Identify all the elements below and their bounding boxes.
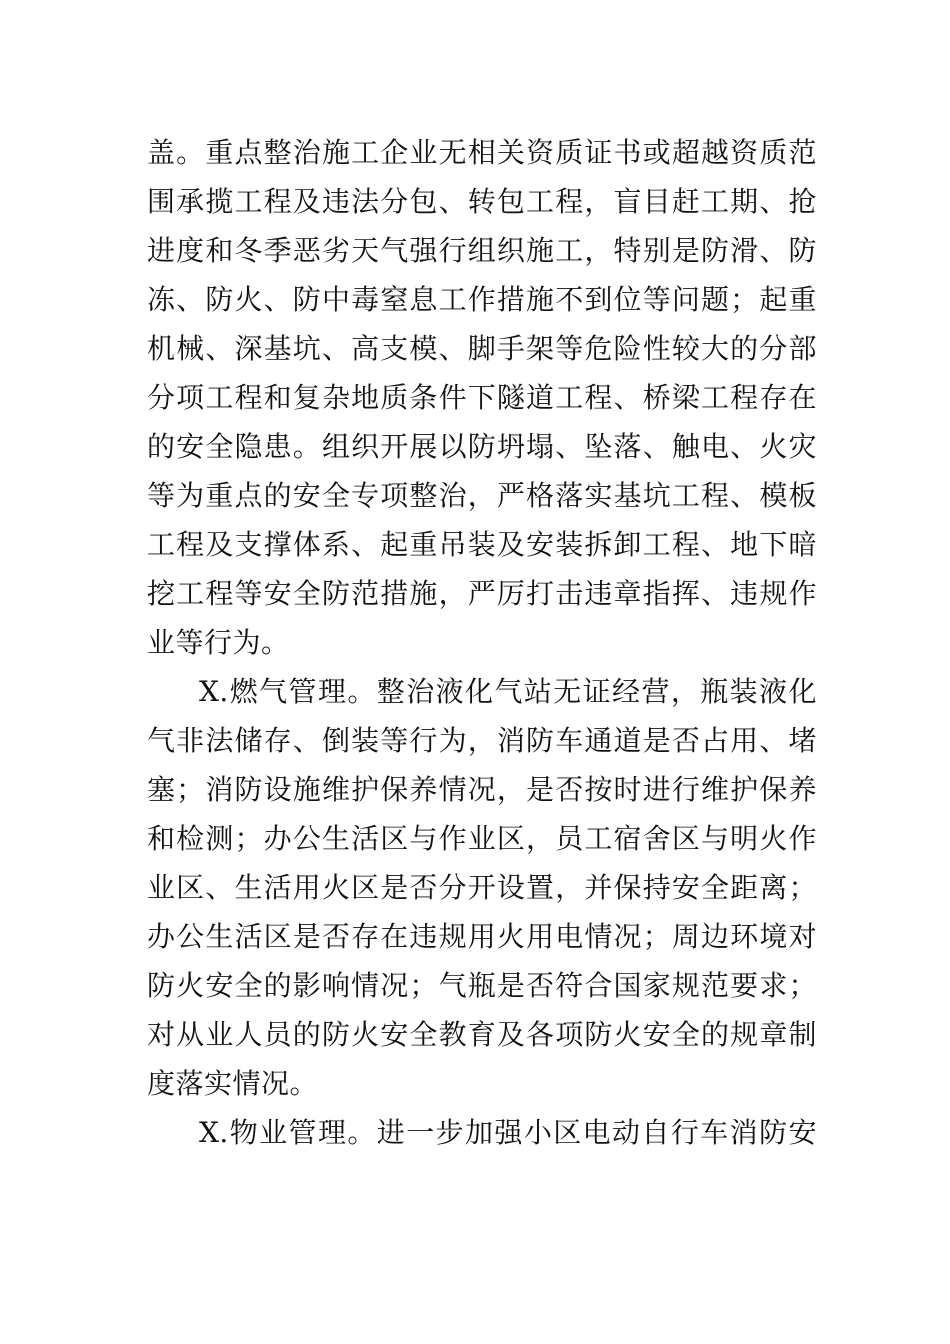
- text-line: 分项工程和复杂地质条件下隧道工程、桥梁工程存在: [147, 381, 817, 414]
- text-line: 业区、生活用火区是否分开设置，并保持安全距离；: [147, 871, 817, 904]
- text-line: 冻、防火、防中毒窒息工作措施不到位等问题；起重: [147, 283, 817, 316]
- text-line: 进度和冬季恶劣天气强行组织施工，特别是防滑、防: [147, 234, 817, 267]
- text-line: 围承揽工程及违法分包、转包工程，盲目赶工期、抢: [147, 185, 817, 218]
- text-line: 盖。重点整治施工企业无相关资质证书或超越资质范: [147, 136, 817, 169]
- text-line: 等为重点的安全专项整治，严格落实基坑工程、模板: [147, 479, 817, 512]
- text-line: 度落实情况。: [147, 1067, 319, 1100]
- text-line: 塞；消防设施维护保养情况，是否按时进行维护保养: [147, 773, 817, 806]
- text-line: 和检测；办公生活区与作业区，员工宿舍区与明火作: [147, 822, 817, 855]
- text-line: 机械、深基坑、高支模、脚手架等危险性较大的分部: [147, 332, 817, 365]
- text-line: 对从业人员的防火安全教育及各项防火安全的规章制: [147, 1018, 817, 1051]
- text-line: 的安全隐患。组织开展以防坍塌、坠落、触电、火灾: [147, 430, 817, 463]
- text-line: 防火安全的影响情况；气瓶是否符合国家规范要求；: [147, 969, 817, 1002]
- text-line: X.燃气管理。整治液化气站无证经营，瓶装液化: [199, 675, 817, 708]
- text-line: 挖工程等安全防范措施，严厉打击违章指挥、违规作: [147, 577, 817, 610]
- text-line: 业等行为。: [147, 626, 290, 659]
- text-line: 办公生活区是否存在违规用火用电情况；周边环境对: [147, 920, 817, 953]
- text-line: 工程及支撑体系、起重吊装及安装拆卸工程、地下暗: [147, 528, 817, 561]
- body-text: [147, 128, 817, 1157]
- text-line: X.物业管理。进一步加强小区电动自行车消防安: [199, 1116, 817, 1149]
- text-line: 气非法储存、倒装等行为，消防车通道是否占用、堵: [147, 724, 817, 757]
